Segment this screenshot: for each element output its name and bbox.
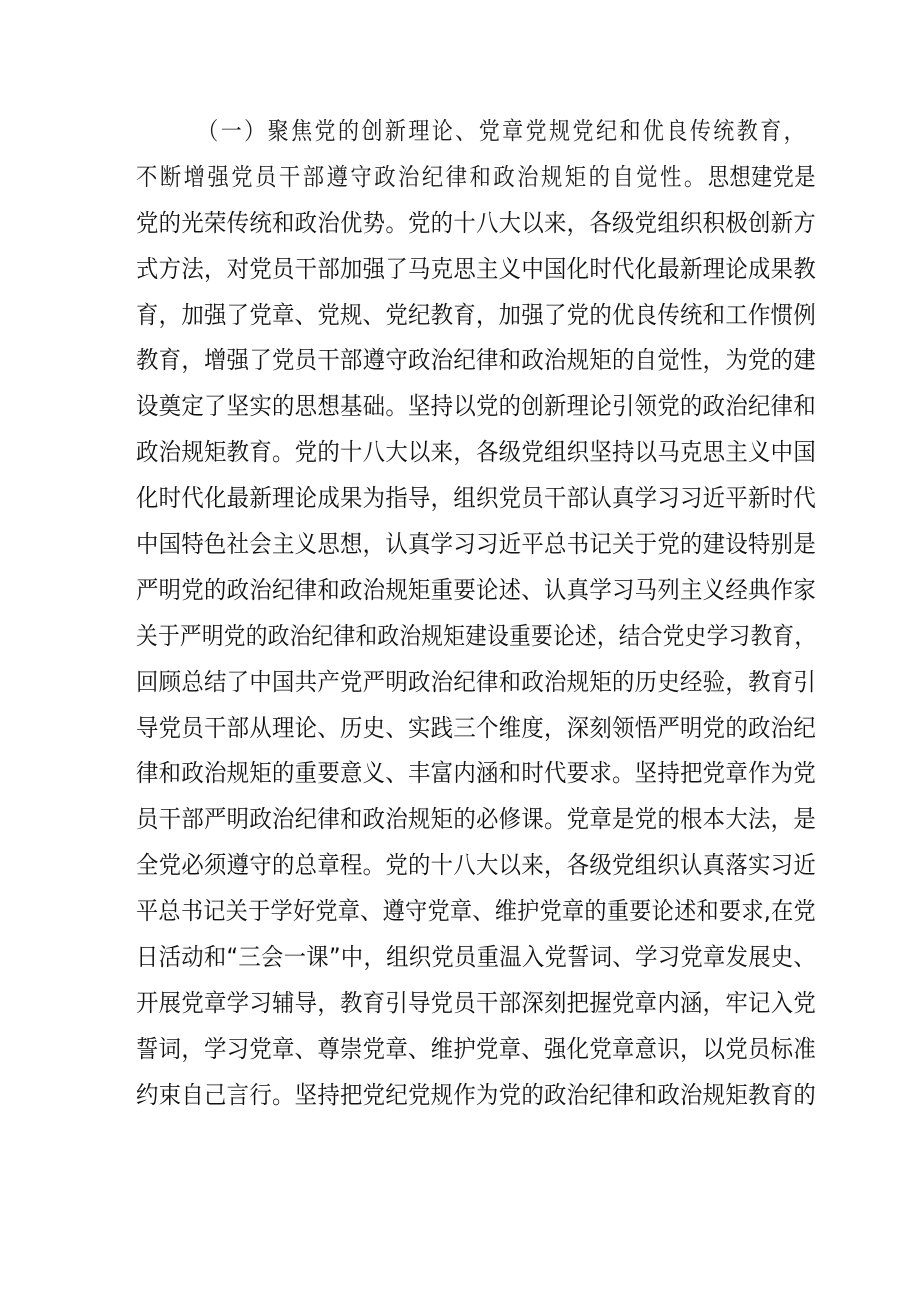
section-heading-line-2: 不断增强党员干部遵守政治纪律和政治规矩的自觉性。	[136, 162, 708, 191]
text-line-15: 律和政治规矩的重要意义、丰富内涵和时代要求。坚持把党章作为党	[136, 759, 817, 788]
text-line-11: 严明党的政治纪律和政治规矩重要论述、认真学习马列主义经典作家	[136, 575, 817, 604]
text-line-5: 育，加强了党章、党规、党纪教育，加强了党的优良传统和工作惯例	[136, 300, 817, 329]
text-line-17: 全党必须遵守的总章程。党的十八大以来，各级党组织认真落实习近	[136, 851, 817, 880]
text-line-6: 教育，增强了党员干部遵守政治纪律和政治规矩的自觉性，为党的建	[136, 346, 817, 375]
text-line-14: 导党员干部从理论、历史、实践三个维度，深刻领悟严明党的政治纪	[136, 713, 817, 742]
text-line-7: 设奠定了坚实的思想基础。坚持以党的创新理论引领党的政治纪律和	[136, 392, 817, 421]
text-line-10: 中国特色社会主义思想，认真学习习近平总书记关于党的建设特别是	[136, 530, 817, 559]
text-line-20: 开展党章学习辅导，教育引导党员干部深刻把握党章内涵，牢记入党	[136, 988, 817, 1017]
text-line-2	[136, 155, 816, 201]
text-line-9: 化时代化最新理论成果为指导，组织党员干部认真学习习近平新时代	[136, 484, 817, 513]
text-line-12: 关于严明党的政治纪律和政治规矩建设重要论述，结合党史学习教育，	[136, 621, 817, 650]
body-paragraph	[136, 109, 816, 1119]
text-line-21: 誓词，学习党章、尊崇党章、维护党章、强化党章意识，以党员标准	[136, 1034, 817, 1063]
section-heading-line-1: （一）聚焦党的创新理论、党章党规党纪和优良传统教育，	[197, 117, 808, 145]
text-line-3: 党的光荣传统和政治优势。党的十八大以来，各级党组织积极创新方	[136, 208, 817, 237]
text-line-22: 约束自己言行。坚持把党纪党规作为党的政治纪律和政治规矩教育的	[136, 1080, 817, 1109]
text-line-18: 平总书记关于学好党章、遵守党章、维护党章的重要论述和要求,在党	[136, 897, 816, 926]
text-line-13: 回顾总结了中国共产党严明政治纪律和政治规矩的历史经验，教育引	[136, 667, 817, 696]
text-line-16: 员干部严明政治纪律和政治规矩的必修课。党章是党的根本大法，是	[136, 805, 817, 834]
text-line-4: 式方法，对党员干部加强了马克思主义中国化时代化最新理论成果教	[136, 254, 817, 283]
text-line-8: 政治规矩教育。党的十八大以来，各级党组织坚持以马克思主义中国	[136, 438, 817, 467]
text-line-19: 日活动和“三会一课”中，组织党员重温入党誓词、学习党章发展史、	[136, 943, 817, 972]
text-line-2-body: 思想建党是	[707, 162, 816, 191]
